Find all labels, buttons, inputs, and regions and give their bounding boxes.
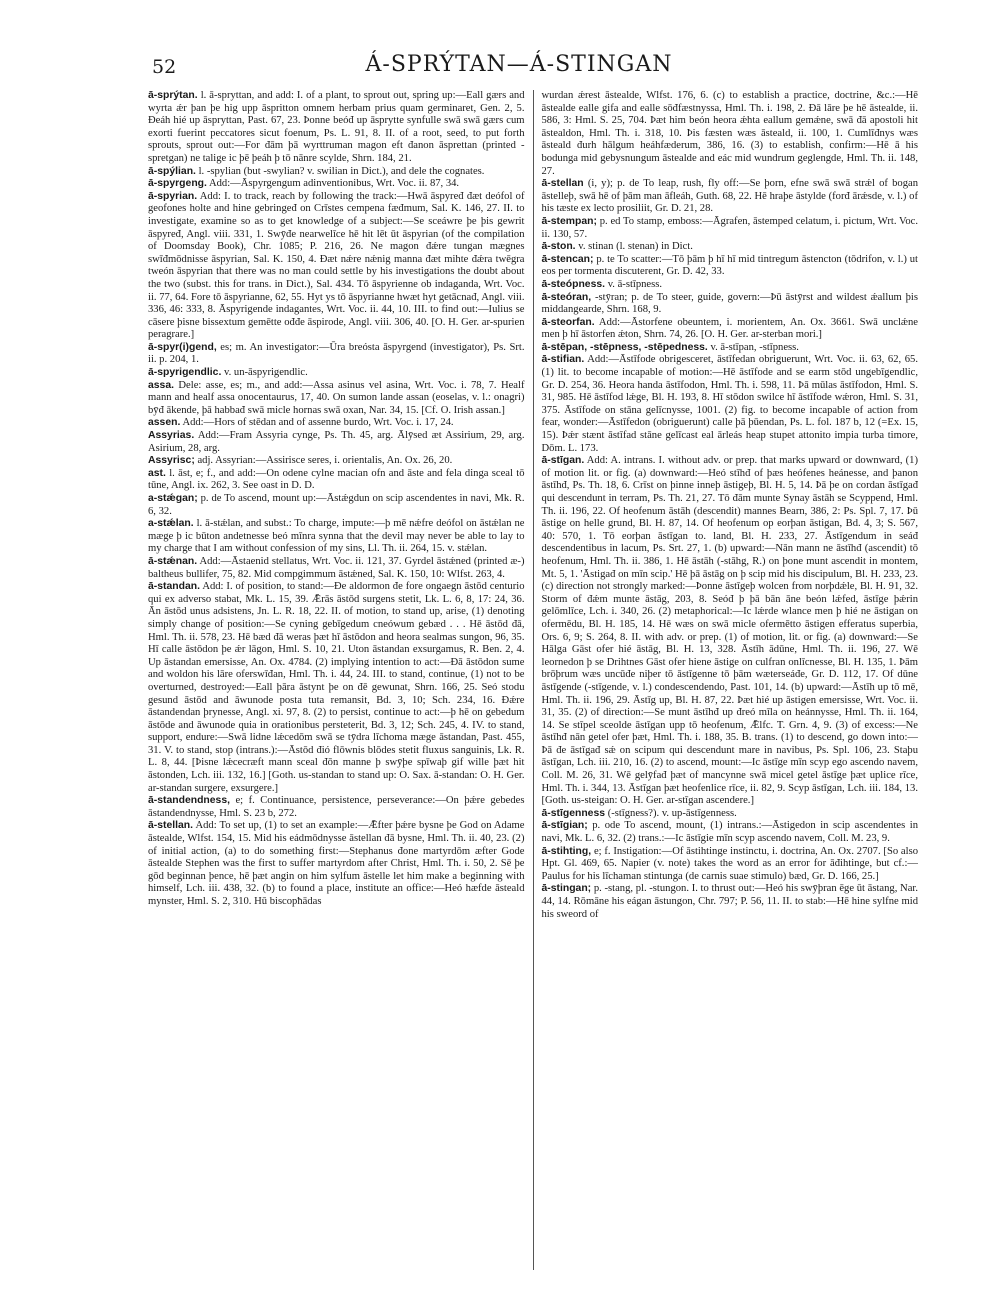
entry-definition: wurdan ǽrest āstealde, Wlfst. 176, 6. (c) to establish a practice, doctrine, &c.:—Hē āstealde ealle gifa and ealle sōđfæstnyssa, Hml. Th. i. 198, 2. Đā lāre þe hē āstealde, ii. 586, 3: Hml. S. 25, 704. Þæt him beón heora ǽhta eallum gemǽne, swā đā apostoli hit āstealdon, Hml. Th. i. 318, 10. Þis fæsten wæs āsteald, ii. 100, 1. Cumlīđnys wæs āsteald đurh hālgum heáhfæderum, 386, 16. (3) to establish, confirm:—Hē ā his bodunga mid gebysnungum āstealde and eác mid wundrum geglengde, Hml. Th. ii. 148, 27.	[541, 90, 918, 177]
dictionary-entry	[542, 808, 919, 821]
entry-headword: ā-stifian.	[541, 354, 585, 366]
entry-definition: v. un-āspyrigendlic.	[224, 367, 308, 379]
entry-headword: ā-stīgan.	[541, 455, 585, 467]
entry-headword: ā-stǽnan.	[148, 555, 198, 567]
dictionary-entry	[148, 417, 525, 430]
entry-headword: Assyrias.	[148, 430, 195, 442]
dictionary-entry	[542, 279, 919, 292]
entry-headword: ā-spyr(i)gend,	[148, 341, 217, 353]
page-number: 52	[152, 56, 177, 78]
dictionary-entry	[148, 820, 525, 908]
entry-definition: v. stinan (l. stenan) in Dict.	[578, 241, 693, 253]
dictionary-entry	[542, 292, 919, 317]
entry-headword: a-stǽlan.	[148, 518, 194, 530]
dictionary-entry	[542, 254, 919, 279]
dictionary-entry	[542, 883, 919, 921]
entry-headword: ā-spyrigendlic.	[148, 367, 222, 379]
dictionary-entry	[542, 178, 919, 216]
dictionary-entry	[542, 317, 919, 342]
dictionary-entry	[148, 518, 525, 556]
entry-headword: ā-stīgenness	[541, 807, 606, 819]
dictionary-entry	[148, 191, 525, 342]
dictionary-entry	[542, 90, 919, 178]
entry-definition: (-stīgness?). v. up-āstīgenness.	[607, 807, 737, 819]
entry-headword: ā-stihting,	[541, 845, 592, 857]
entry-definition: p. de To ascend, mount up:—Āstǽgdun on scip ascendentes in navi, Mk. R. 6, 32.	[148, 493, 525, 517]
entry-definition: -stȳran; p. de To steer, guide, govern:—Þū āstȳrst and wildest ǽallum þis middangearde, Shrn. 168, 9.	[541, 291, 918, 316]
entry-definition: p. ed To stamp, emboss:—Āgrafen, āstemped celatum, i. pictum, Wrt. Voc. ii. 130, 57.	[541, 215, 918, 240]
dictionary-entry	[542, 216, 919, 241]
entry-headword: ā-stellan.	[148, 820, 194, 832]
entry-definition: Add:—Āstorfene obeuntem, i. morientem, An. Ox. 3661. Swā unclǽne men þ hī āstorfen ǽton, Shrn. 74, 26. [O. H. Ger. ar-sterban mori.]	[541, 316, 918, 341]
entry-definition: l. āst, e; f., and add:—On odene cylne macian ofn and āste and fela dinga sceal tō tūne, Angl. ix. 262, 3. See oast in D. D.	[148, 467, 525, 492]
entry-headword: assa.	[148, 379, 175, 391]
dictionary-entry	[542, 846, 919, 884]
dictionary-entry	[148, 581, 525, 795]
entry-headword: ast.	[148, 467, 166, 479]
entry-headword: ā-ston.	[541, 241, 576, 253]
entry-definition: v. ā-stīpan, -stīpness.	[710, 341, 799, 353]
right-column	[534, 90, 919, 1270]
dictionary-entry	[148, 493, 525, 518]
dictionary-entry	[148, 342, 525, 367]
entry-definition: l. ā-spryttan, and add: I. of a plant, to sprout out, spring up:—Eall gærs and wyrta ǽr þan þe hig upp āspritton omnem herbam prius quam germinaret, Gen. 2, 5. Đeáh hié up āspryttan, Past. 67, 23. Þonne beóđ up āsprytte synfulle swā swā gærs cum exorti fuerint peccatores sicut foenum, Ps. L. 91, 8. II. of a root, seed, to put forth sprouts, sprout out:—For đām þā wyrttruman magon eft đanon āsprettan (printed -spretgan) ne talige ic þē þeáh þ tō nānre scylde, Shrn. 184, 21.	[148, 90, 525, 164]
entry-definition: Add:—Āstīfode obrigesceret, āstīfedan obriguerunt, Wrt. Voc. ii. 63, 62, 65. (1) lit. to become incapable of motion:—Hē āstīfode and se earm stōd ungebīgendlic, Gr. D. 254, 36. Heora handa āstīfodon, Hml. Th. i. 598, 11. Þā mūlas āstīfodon, Hml. S. 31, 985. Hē āstīfod lǽge, Bl. H. 193, 8. Hī stōdon swilce hī āstīfode wǽron, Hml. S. 31, 375. Āstīfode on stāna gelīcnysse, 1001. (2) fig. to become incapable of action from fear, wonder:—Āstīfedon (obriguerunt) calle þā þūendan, Ps. L. fol. 187 b, 12 (=Ex. 15, 15). Þǽr stænt āstīfad stāne gelīcast eal ārleás heap stupet attonito impia turba timore, Dōm. L. 173.	[541, 354, 918, 454]
left-column	[120, 90, 534, 1270]
entry-headword: ā-steorfan.	[541, 316, 595, 328]
dictionary-entry	[148, 178, 525, 191]
dictionary-entry	[148, 90, 525, 166]
entry-definition: p. ode To ascend, mount, (1) intrans.:—Āstigedon in scip ascendentes in navi, Mk. L. 6, 32. (2) trans.:—Ic āstīgie mīn scyp ascendo navem, Coll. M. 23, 9.	[541, 820, 918, 845]
entry-headword: ā-spyrgeng.	[148, 178, 207, 190]
entry-headword: ā-stencan;	[541, 253, 594, 265]
entry-headword: ā-sprýtan.	[148, 90, 198, 101]
entry-definition: Dele: asse, es; m., and add:—Assa asinus vel asina, Wrt. Voc. i. 78, 7. Healf mann and healf assa onocentaurus, 17, 40. On sumon lande assan (eoselas, v. l.: onagri) bȳđ ākende, þā habbađ swā micle hornas swā oxan, Nar. 34, 15. [Cf. O. Irish assan.]	[148, 379, 525, 416]
entry-definition: p. te To scatter:—Tō þām þ hī hī mid tintregum āstencton (tōdrifon, v. l.) ut eos per tormenta discuterent, Gr. D. 42, 33.	[541, 253, 918, 278]
entry-definition: e; f. Continuance, persistence, perseverance:—On þǽre gebedes āstandendnysse, Hml. S. 23 b, 272.	[148, 795, 525, 819]
entry-definition: v. ā-stīpness.	[607, 278, 663, 290]
entry-headword: ā-steóran,	[541, 291, 592, 303]
entry-definition: adj. Assyrian:—Assirisce seres, i. orientalis, An. Ox. 26, 20.	[197, 455, 453, 467]
entry-headword: ā-stellan	[541, 178, 584, 190]
entry-headword: assen.	[148, 417, 181, 429]
entry-headword: ā-stingan;	[541, 883, 592, 895]
dictionary-entry	[148, 468, 525, 493]
entry-definition: l. ā-stǽlan, and subst.: To charge, impute:—þ mē nǽfre deófol on āstǽlan ne mæge þ ic būton andetnesse beó mīnra synna that the devil may never be able to lay to my charge that I am without confession of my sins, Ll. Th. ii. 264, 15. v. stǽlan.	[148, 518, 525, 555]
dictionary-entry	[542, 241, 919, 254]
entry-headword: Assyrisc;	[148, 455, 195, 467]
dictionary-entry	[148, 367, 525, 380]
dictionary-entry	[542, 455, 919, 808]
entry-definition: Add:—Āstaenid stellatus, Wrt. Voc. ii. 121, 37. Gyrdel āstǽned (printed æ-) baltheus bullifer, 75, 82. Mid compgimmum āstǽned, Sal. K. 150, 10: Wlfst. 263, 4.	[148, 555, 525, 580]
entry-definition: Add: A. intrans. I. without adv. or prep. that marks upward or downward, (1) of motion lit. or fig. (a) downward:—Heó stīhđ of þæs heófenes heánesse, and þanon āstīhđ, Ps. Th. 18, 6. Crīst on þinne inneþ āstigeþ, Bl. H. 5, 14. Þā þe on cordan āstīgađ qui descendunt in terram, Ps. Th. 21, 27. Tō đām munte Synay āstāh se Scyppend, Hml. Th. ii. 196, 22. Of heofenum āstāh (descendit) mannes Bearn, 386, 2: Ps. Spl. 7, 17. Þū āstige on helle grund, Bl. H. 87, 14. Of heofenum op eorþan āstigan, Bd. 4, 3; S. 567, 40: 570, 1. Tō eorþan āstīgan to. land, Bl. H. 233, 27. Āstīgendum in seáđ descendentibus in lacum, Ps. Srt. 27, 1. (b) upward:—Nān mann ne āstīhđ (ascendit) tō heofenum, Hml. Th. ii. 386, 1. Hē āstāh (-stāhg, R.) on þone munt ascendit in montem, Mt. 5, 1. 'Āstigađ on mīn scip.' Hē þā āstāg on þ scip mid his discipulum, Bl. H. 233, 23. (c) direction not strongly marked:—Þonne āstīgeþ wolcen from norþdǽle, Bl. H. 91, 32. Storm of đǽm munte āstāg, 203, 8. Seóđ þ þā bān āne beón lǽfed, āstīge þǽrin gelōmlīce, Lch. i. 340, 26. (2) metaphorical:—Ic lǽrde wlance men þ hié ne āstigan on ofermēdu, Bl. H. 185, 14. Hē wæs on swā micle ofermētto āstigen efferatus superbia, Ors. 6, 9; S. 264, 8. II. with adv. or prep. (1) of motion, lit. or fig. (a) downward:—Se Hālga Gāst ofer hié āstāg, Bl. H. 13, 328. Āstīh ādūne, Hml. Th. ii. 196, 27. Wē leornedon þ se Drihtnes Gāst ofer hiene āstige on culfran onlīcnesse, Bl. H. 135, 1. Þām brōþrum wæs uncūđe niþer tō āstīgenne tō þām wæterseáđe, Gr. D. 112, 17. Of dūne āstīgende (-stīgende, v. l.) condescendendo, Past. 101, 14. (b) upward:—Āstīh up tō mē, Hml. Th. ii. 196, 29. Āstīg up, Bl. H. 87, 22. Þæt hié up āstigen emersisse, Wrt. Voc. ii. 31, 35. (2) of direction:—Se munt āstīhđ up đreó mīla on heánnysse, Hml. Th. ii. 164, 14. Se stīpel sceolde āstīgan upp tō heofenum, Ǣlfc. T. Grn. 4, 9. (3) of excess:—Ne āstīhđ nān getel ofer þæt, Hml. Th. i. 188, 35. B. trans. (1) to descend, go down into:—Þā đe āstīgađ sǽ on scipum qui descendunt mare in navibus, Ps. Spl. 106, 23. Staþu āstīgan, Lch. iii. 210, 16. (2) to ascend, mount:—Ic āstīge mīn scyp ego ascendo navem, Coll. M. 26, 31. Wē gelȳfađ þæt of mancynne swā micel getel āstīge þæt uplice rīce, Hml. Th. i. 344, 13. Āstīgan þæt heofenlice rīce, ii. 82, 9. Scyp āstīgan, Lch. iii. 184, 13. [Goth. us-steigan: O. H. Ger. ar-stīgan ascendere.]	[541, 455, 918, 807]
page-header	[120, 50, 918, 84]
dictionary-entry	[148, 380, 525, 418]
dictionary-entry	[542, 820, 919, 845]
entry-definition: Add:—Āspyrgengum adinventionibus, Wrt. Voc. ii. 87, 34.	[208, 178, 460, 190]
running-head-title: Á-SPRÝTAN—Á-STINGAN	[365, 52, 673, 77]
entry-headword: ā-stīgian;	[541, 820, 588, 832]
entry-definition: es; m. An investigator:—Ūra breósta āspyrgend (investigator), Ps. Srt. ii. p. 204, 1.	[148, 341, 525, 366]
entry-definition: (i, y); p. de To leap, rush, fly off:—Se þorn, efne swā swā strǽl of bogan āstelleþ, swā hē of þām man āfleáh, Guth. 68, 22. Hē hraþe āstylde (forđ ārǽsde, v. l.) of his tæste ex lecto prosiliit, Gr. D. 21, 28.	[541, 178, 918, 215]
entry-headword: ā-standendness,	[148, 795, 230, 807]
entry-definition: l. -spylian (but -swylian? v. swilian in Dict.), and dele the cognates.	[198, 165, 485, 177]
entry-definition: Add: I. to track, reach by following the track:—Hwā āspyređ đæt deófol of geofones holte and hine gebringeđ on Crīstes cempena fæđmum, Sal. K. 146, 27. II. to investigate, examine so as to get knowledge of a subject:—Se sceáwre þe þis gewrit āspyređ, Angl. viii. 331, 1. Swȳđe nearwelīce hē hit lēt ūt āspyrian (of the compilation of Doomsday Book), Chr. 1085; P. 216, 26. Ne magon đǽre tungan mægnes swīđmōdnisse āspyrian, Sal. K. 150, 4. Đæt nǽre nǽnig manna đæt mihte đǽra twēgra tweón āspyrian that there was no man could settle by his investigations the doubt about the two (subst. this for trans. in Dict.), Sal. 434. Tō āspyrienne ob indaganda, Wrt. Voc. ii. 77, 64. Fore tō āspyrianne, 62, 55. Hyt ys tō āspyrianne hwæt hyt getācnađ, Angl. viii. 336, 46: 333, 8. Āspyrigende indagantes, Wrt. Voc. ii. 44, 10. III. to find out:—Iulius se cāsere þisne bissextum gemētte ođđe āspirode, Angl. viii. 306, 40. [O. H. Ger. ar-spurien peragrare.]	[148, 190, 525, 341]
entry-headword: ā-stempan;	[541, 215, 597, 227]
entry-headword: ā-spyrian.	[148, 190, 198, 202]
dictionary-entry	[148, 795, 525, 820]
entry-headword: ā-standan.	[148, 581, 200, 593]
entry-definition: Add:—Fram Assyria cynge, Ps. Th. 45, arg. Ālȳsed æt Assirium, 29, arg. Asirium, 28, arg.	[148, 430, 525, 454]
entry-definition: Add:—Hors of stēdan and of assenne burdo, Wrt. Voc. i. 17, 24.	[182, 417, 454, 429]
entry-headword: ā-steópness.	[541, 278, 606, 290]
dictionary-entry	[542, 342, 919, 355]
dictionary-entry	[148, 455, 525, 468]
entry-headword: ā-spýlian.	[148, 165, 196, 177]
dictionary-entry	[148, 430, 525, 455]
dictionary-entry	[148, 166, 525, 179]
entry-headword: a-stǽgan;	[148, 493, 198, 504]
entry-definition: Add: I. of position, to stand:—Đe aldormon đe fore ongaegn āstōd centurio qui ex adverso stabat, Mk. L. 15, 39. Ǣrās āstōd surgens stetit, Lk. L. 6, 8, 17: 24, 36. Ān āstōd unus adsistens, Jn. L. R. 18, 22. II. of motion, to stand up, arise, (1) denoting simply change of position:—Se cyning gebīgedum cneówum gebæd . . . Hē āstōd đā, Hml. Th. ii. 578, 23. Hē bæd đā weras þæt hī āstōdon and heora sealmas sungon, 96, 35. Hī calle āstōdon þe ǽr lāgon, Hml. S. 10, 21. Uton āstandan exsurgamus, R. Ben. 2, 4. Up āstandan emersisse, An. Ox. 4784. (2) implying intention to act:—Đā āstōdon sume and woldon his lāre oferswīđan, Hml. Th. i. 44, 24. III. to stand, continue, (1) not to be overturned, destroyed:—Eall þāra āstynt þe on đē gewunat, Shrn. 166, 25. Seó stodu gesund āstōd and āwunode posta tuta remansit, Bd. 3, 10; Sch. 234, 16. Đǽre āstandendan þrynesse, Angl. xi. 97, 8. (2) to persist, continue to act:—þ hē on gebedum āstōde and āwunode quia in orationibus persteterit, Bd. 3, 12; Sch. 245, 4. IV. to stand, support, endure:—Swā lidne lǽcedōm swā se tȳdra līchoma mæge āstandan, Past. 455, 31. V. to stand, stop (intrans.):—Āstōd đió flōwnis blōdes stetit fluxus sanguinis, Lk. R. L. 8, 44. [Þisne lǽcecræft mann sceal đōn manne þ swȳþe spīwaþ gif wille þæt hit āstonden, Lch. iii. 132, 16.] [Goth. us-standan to stand up: O. Sax. ā-standan: O. H. Ger. ar-standan surgere, exsurgere.]	[148, 581, 525, 794]
dictionary-entry	[542, 354, 919, 455]
dictionary-entry	[148, 556, 525, 581]
entry-definition: e; f. Instigation:—Of āstihtinge instinctu, i. doctrina, An. Ox. 2707. [So also Hpt. Gl. 469, 65. Napier (v. note) takes the word as an error for āđihtinge, but cf.:—Paulus for his līchaman stintunga (de carnis suae stimulo) bæd, Gr. D. 166, 25.]	[541, 845, 918, 882]
entry-definition: Add: To set up, (1) to set an example:—Ǣfter þǽre bysne þe God on Adame āstealde, Wlfst. 154, 15. Mid his eádmōdnysse āstellan đā bysne, Hml. Th. ii. 40, 23. (2) of initial action, (a) to do something first:—Stephanus đone martyrdōm æfter Gode āstealde Stephen was the first to suffer martyrdom after Christ, Hml. Th. i. 50, 2. Sē þe gōd beginnan þence, hē þæt angin on him sylfum āstelle let him make a beginning with himself, Lch. iii. 438, 32. (b) to found a place, institute an office:—Heó hæfde āsteald mynster, Hml. S. 2, 310. Hū biscopħādas	[148, 820, 525, 907]
two-column-body	[120, 90, 918, 1270]
entry-headword: ā-stēpan, -stēpness, -stēpedness.	[541, 341, 708, 353]
entry-definition: p. -stang, pl. -stungon. I. to thrust out:—Heó his swȳþran ēge ūt āstang, Nar. 44, 14. Rōmāne his eágan āstungon, Chr. 797; P. 56, 11. II. to stab:—Hē hine sylfne mid his sweord of	[541, 883, 918, 920]
